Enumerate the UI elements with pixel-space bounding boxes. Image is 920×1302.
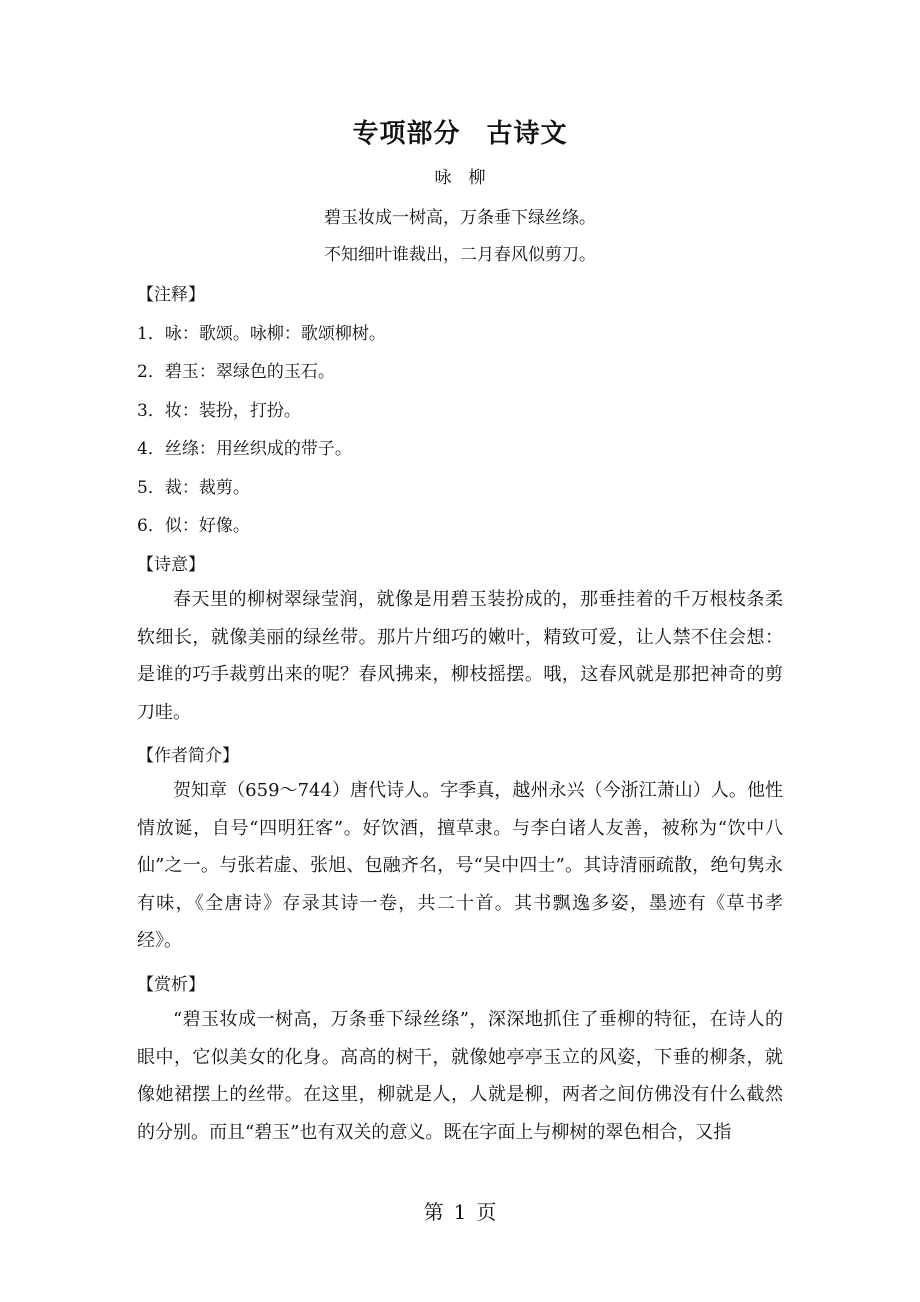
analysis-paragraph: “碧玉妆成一树高，万条垂下绿丝绦”，深深地抓住了垂柳的特征，在诗人的眼中，它似美女的化身。高高的树干，就像她亭亭玉立的风姿，下垂的柳条，就像她裙摆上的丝带。在这里，柳就是人，人就是柳，两者之间仿佛没有什么截然的分别。而且“碧玉”也有双关的意义。既在字面上与柳树的翠色相合，又指 [137, 1009, 783, 1143]
page-footer [0, 1196, 920, 1225]
note-item-2: 2．碧玉：翠绿色的玉石。 [137, 362, 335, 382]
analysis-heading: 【赏析】 [137, 975, 205, 995]
title-part-2: 古诗文 [486, 119, 568, 149]
notes-heading: 【注释】 [137, 285, 205, 305]
note-item-4: 4．丝绦：用丝织成的带子。 [137, 439, 352, 459]
footer-suffix: 页 [476, 1200, 497, 1224]
note-item-6: 6．似：好像。 [137, 516, 250, 536]
page-number: 1 [453, 1200, 467, 1224]
note-item-1: 1．咏：歌颂。咏柳：歌颂柳树。 [137, 324, 386, 344]
note-item-5: 5．裁：裁剪。 [137, 478, 250, 498]
meaning-paragraph: 春天里的柳树翠绿莹润，就像是用碧玉装扮成的，那垂挂着的千万根枝条柔软细长，就像美丽的绿丝带。那片片细巧的嫩叶，精致可爱，让人禁不住会想：是谁的巧手裁剪出来的呢？春风拂来，柳枝摇摆。哦，这春风就是那把神奇的剪刀哇。 [137, 589, 783, 723]
page-title [0, 113, 920, 150]
poem-line-1: 碧玉妆成一树高，万条垂下绿丝绦。 [324, 208, 596, 228]
title-part-1: 专项部分 [352, 119, 461, 149]
footer-prefix: 第 [423, 1200, 444, 1224]
meaning-heading: 【诗意】 [137, 555, 205, 575]
poem-title: 咏 柳 [434, 168, 486, 188]
author-heading: 【作者简介】 [137, 746, 239, 766]
author-paragraph: 贺知章（659～744）唐代诗人。字季真，越州永兴（今浙江萧山）人。他性情放诞，自号“四明狂客”。好饮酒，擅草隶。与李白诸人友善，被称为“饮中八仙”之一。与张若虚、张旭、包融齐名，号“吴中四士”。其诗清丽疏散，绝句隽永有味，《全唐诗》存录其诗一卷，共二十首。其书飘逸多姿，墨迹有《草书孝经》。 [137, 780, 783, 952]
poem-line-2: 不知细叶谁裁出，二月春风似剪刀。 [324, 245, 596, 265]
note-item-3: 3．妆：装扮，打扮。 [137, 401, 301, 421]
